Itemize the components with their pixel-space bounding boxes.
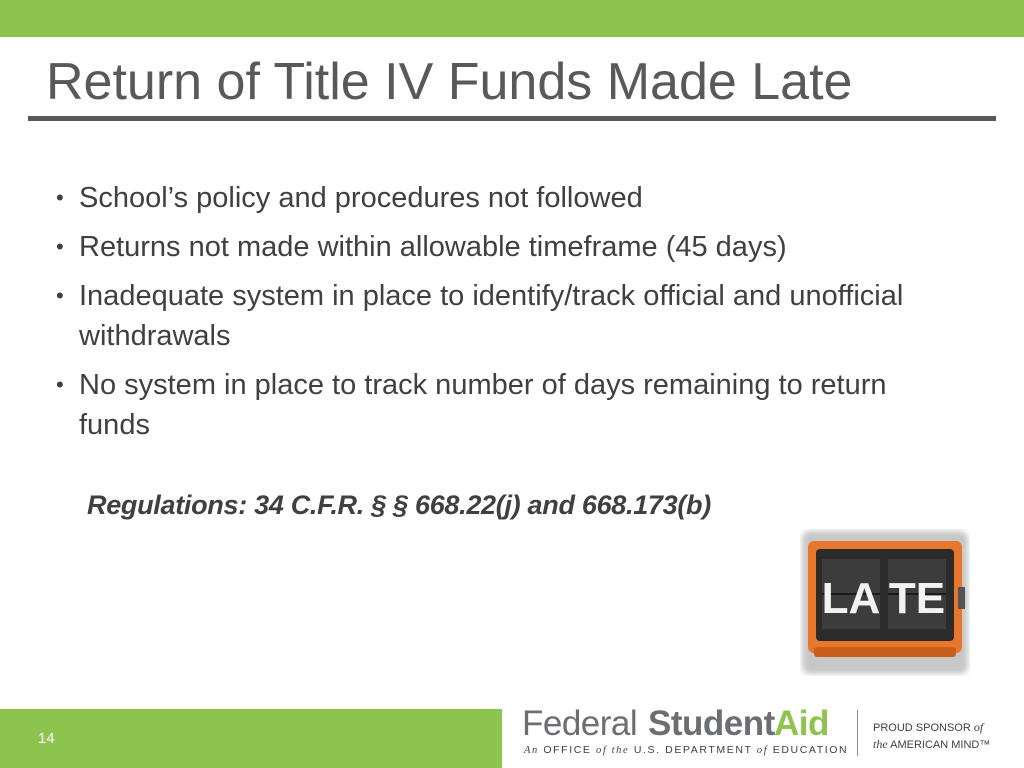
logo-word-federal: Federal	[522, 704, 638, 743]
top-accent-bar	[0, 0, 1024, 37]
page-number: 14	[38, 730, 55, 747]
bullet-item	[56, 227, 936, 267]
footer-divider	[857, 710, 858, 756]
footer-green-bar	[0, 709, 502, 768]
bullet-list	[56, 178, 936, 454]
bullet-item	[56, 365, 936, 445]
slide-title: Return of Title IV Funds Made Late	[46, 53, 853, 111]
bullet-item	[56, 276, 936, 356]
bullet-text: School’s policy and procedures not followed	[79, 182, 643, 214]
clock-left-text: LA	[821, 574, 881, 623]
logo-word-student: Student	[648, 704, 775, 743]
clock-right-text: TE	[888, 574, 946, 623]
logo-tagline: An OFFICE of the U.S. DEPARTMENT of EDUCATION	[524, 744, 849, 756]
bullet-text: No system in place to track number of days remaining to return funds	[79, 369, 887, 441]
sponsor-line-2: the AMERICAN MIND™	[873, 737, 991, 751]
bullet-text: Inadequate system in place to identify/track official and unofficial withdrawals	[79, 280, 904, 352]
regulations-citation: Regulations: 34 C.F.R. § § 668.22(j) and 668.173(b)	[87, 490, 711, 520]
bullet-marker: •	[56, 372, 64, 397]
proud-sponsor-text	[873, 719, 990, 753]
bullet-text: Returns not made within allowable timeframe (45 days)	[79, 231, 787, 263]
bullet-marker: •	[56, 283, 64, 308]
late-flip-clock-image	[800, 529, 970, 676]
bullet-marker: •	[56, 234, 64, 259]
title-underline	[28, 116, 996, 121]
logo-word-aid: Aid	[774, 704, 829, 743]
federal-student-aid-logo	[522, 704, 849, 764]
sponsor-line-1: PROUD SPONSOR of	[873, 720, 984, 734]
bullet-item	[56, 178, 936, 218]
bullet-marker: •	[56, 185, 64, 210]
